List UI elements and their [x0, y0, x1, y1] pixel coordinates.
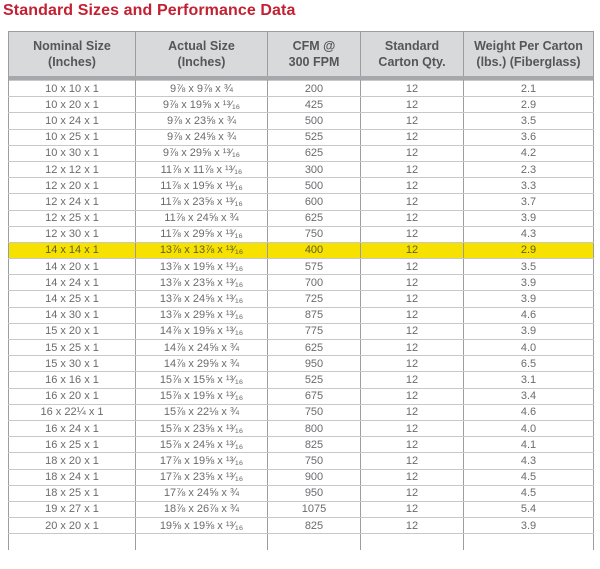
- table-cell: 4.0: [464, 340, 594, 356]
- header-actual-size-line1: Actual Size: [168, 38, 235, 53]
- table-cell: 12: [361, 242, 464, 258]
- table-cell: 14⅞ x 24⅝ x ¾: [136, 340, 268, 356]
- table-row: [9, 518, 594, 534]
- header-row: [9, 32, 594, 76]
- table-cell: 12: [361, 420, 464, 436]
- table-cell: 400: [268, 242, 361, 258]
- header-nominal-size-line2: (Inches): [48, 54, 96, 69]
- table-row: [9, 226, 594, 242]
- table-cell: 800: [268, 420, 361, 436]
- table-cell: 12: [361, 129, 464, 145]
- table-cell: 6.5: [464, 356, 594, 372]
- table-cell: 15⅞ x 15⅝ x ¹³⁄₁₆: [136, 372, 268, 388]
- table-cell: 4.2: [464, 145, 594, 161]
- table-cell: 2.1: [464, 81, 594, 97]
- table-row: [9, 145, 594, 161]
- table-cell: 200: [268, 81, 361, 97]
- table-cell: 12: [361, 226, 464, 242]
- table-row: [9, 307, 594, 323]
- table-cell: 11⅞ x 23⅝ x ¹³⁄₁₆: [136, 194, 268, 210]
- table-row: [9, 210, 594, 226]
- header-cfm-line2: 300 FPM: [288, 54, 340, 69]
- table-row: [9, 340, 594, 356]
- table-row: [9, 388, 594, 404]
- table-cell: 750: [268, 226, 361, 242]
- table-cell: 950: [268, 356, 361, 372]
- table-cell: 825: [268, 518, 361, 534]
- table-cell: 15 x 20 x 1: [9, 323, 136, 339]
- table-cell: 12: [361, 81, 464, 97]
- table-cell: 12: [361, 145, 464, 161]
- header-carton-qty: [361, 32, 464, 76]
- table-cell: 875: [268, 307, 361, 323]
- table-cell: 11⅞ x 11⅞ x ¹³⁄₁₆: [136, 161, 268, 177]
- table-cell: 12: [361, 340, 464, 356]
- table-cell: 12: [361, 388, 464, 404]
- table-cell: 11⅞ x 24⅝ x ¾: [136, 210, 268, 226]
- table-cell: 500: [268, 178, 361, 194]
- table-cell: 12: [361, 469, 464, 485]
- table-cell: 575: [268, 259, 361, 275]
- header-carton-qty-line1: Standard: [384, 38, 440, 53]
- table-row: [9, 404, 594, 420]
- table-cell: 775: [268, 323, 361, 339]
- table-cell: 16 x 20 x 1: [9, 388, 136, 404]
- table-cell: 14 x 25 x 1: [9, 291, 136, 307]
- header-cfm: [268, 32, 361, 76]
- table-cell: 18⅞ x 26⅞ x ¾: [136, 501, 268, 517]
- table-header: [9, 32, 594, 81]
- table-cell: 12 x 12 x 1: [9, 161, 136, 177]
- table-row: [9, 194, 594, 210]
- table-row: [9, 242, 594, 258]
- table-cell: 12: [361, 194, 464, 210]
- table-cell: 9⅞ x 29⅝ x ¹³⁄₁₆: [136, 145, 268, 161]
- table-cell: 17⅞ x 23⅝ x ¹³⁄₁₆: [136, 469, 268, 485]
- table-cell: 4.6: [464, 307, 594, 323]
- header-weight-line2: (lbs.) (Fiberglass): [476, 54, 581, 69]
- table-cell: 625: [268, 145, 361, 161]
- table-cell: 13⅞ x 24⅝ x ¹³⁄₁₆: [136, 291, 268, 307]
- table-cell: 4.5: [464, 469, 594, 485]
- table-row: [9, 259, 594, 275]
- table-cell: 300: [268, 161, 361, 177]
- table-cell: 14 x 30 x 1: [9, 307, 136, 323]
- table-cell: 15⅞ x 23⅝ x ¹³⁄₁₆: [136, 420, 268, 436]
- table-cell: 15⅞ x 24⅝ x ¹³⁄₁₆: [136, 437, 268, 453]
- table-cell: 3.9: [464, 291, 594, 307]
- table-cell: 4.1: [464, 437, 594, 453]
- table-body: [9, 81, 594, 534]
- table-cell: 10 x 24 x 1: [9, 113, 136, 129]
- table-cell: 2.9: [464, 97, 594, 113]
- table-cell: 1075: [268, 501, 361, 517]
- table-row: [9, 291, 594, 307]
- table-cell: 10 x 25 x 1: [9, 129, 136, 145]
- table-cell: 12: [361, 275, 464, 291]
- table-cell: 4.5: [464, 485, 594, 501]
- table-cell: 12: [361, 437, 464, 453]
- table-row: [9, 81, 594, 97]
- header-weight-line1: Weight Per Carton: [474, 38, 583, 53]
- table-cell: 12 x 30 x 1: [9, 226, 136, 242]
- table-cell: 700: [268, 275, 361, 291]
- table-cell: 17⅞ x 19⅝ x ¹³⁄₁₆: [136, 453, 268, 469]
- table-cell: 15⅞ x 22⅛ x ¾: [136, 404, 268, 420]
- table-row: [9, 485, 594, 501]
- table-cell: 12: [361, 307, 464, 323]
- table-cell: 10 x 30 x 1: [9, 145, 136, 161]
- table-row: [9, 420, 594, 436]
- table-cell: 500: [268, 113, 361, 129]
- table-cell: 600: [268, 194, 361, 210]
- header-actual-size-line2: (Inches): [177, 54, 226, 69]
- table-cell: 16 x 25 x 1: [9, 437, 136, 453]
- table-row: [9, 501, 594, 517]
- table-cell: 3.4: [464, 388, 594, 404]
- table-cell: 14 x 14 x 1: [9, 242, 136, 258]
- table-cell: 4.3: [464, 226, 594, 242]
- table-cell: 3.9: [464, 518, 594, 534]
- table-cell: 12: [361, 161, 464, 177]
- table-row: [9, 323, 594, 339]
- table-cell: 12: [361, 291, 464, 307]
- header-nominal-size: [9, 32, 136, 76]
- table-cell: 12: [361, 356, 464, 372]
- table-cell: 17⅞ x 24⅝ x ¾: [136, 485, 268, 501]
- table-cell: 2.3: [464, 161, 594, 177]
- table-cell: 750: [268, 453, 361, 469]
- table-row: [9, 161, 594, 177]
- table-cell: 625: [268, 340, 361, 356]
- table-cell: 4.0: [464, 420, 594, 436]
- table-cell: 9⅞ x 9⅞ x ¾: [136, 81, 268, 97]
- table-row: [9, 469, 594, 485]
- table-cell: 3.9: [464, 275, 594, 291]
- table-cell: 12: [361, 518, 464, 534]
- table-cell: 3.6: [464, 129, 594, 145]
- table-cell: 12: [361, 404, 464, 420]
- table-cell: 16 x 24 x 1: [9, 420, 136, 436]
- table-cell: 14⅞ x 19⅝ x ¹³⁄₁₆: [136, 323, 268, 339]
- table-cell: 4.6: [464, 404, 594, 420]
- table-row: [9, 356, 594, 372]
- table-cell: 12: [361, 485, 464, 501]
- header-cfm-line1: CFM @: [292, 38, 336, 53]
- table-cell: 3.1: [464, 372, 594, 388]
- table-cell: 425: [268, 97, 361, 113]
- table-row: [9, 113, 594, 129]
- table-cell: 11⅞ x 19⅝ x ¹³⁄₁₆: [136, 178, 268, 194]
- header-carton-qty-line2: Carton Qty.: [378, 54, 446, 69]
- header-nominal-size-line1: Nominal Size: [33, 38, 111, 53]
- table-cell: 19 x 27 x 1: [9, 501, 136, 517]
- table-cell: 11⅞ x 29⅝ x ¹³⁄₁₆: [136, 226, 268, 242]
- table-cell: 3.3: [464, 178, 594, 194]
- table-cell: 10 x 20 x 1: [9, 97, 136, 113]
- table-cell: 9⅞ x 24⅝ x ¾: [136, 129, 268, 145]
- table-row: [9, 437, 594, 453]
- table-cell: 15⅞ x 19⅝ x ¹³⁄₁₆: [136, 388, 268, 404]
- table-cell: 12 x 24 x 1: [9, 194, 136, 210]
- table-row: [9, 178, 594, 194]
- table-cell: 3.9: [464, 210, 594, 226]
- table-cell: 950: [268, 485, 361, 501]
- table-cell: 12: [361, 210, 464, 226]
- table-cell: 825: [268, 437, 361, 453]
- table-cell: 14 x 24 x 1: [9, 275, 136, 291]
- table-cell: 900: [268, 469, 361, 485]
- table-cell: 9⅞ x 19⅝ x ¹³⁄₁₆: [136, 97, 268, 113]
- table-cell: 12: [361, 453, 464, 469]
- table-cell: 13⅞ x 13⅞ x ¹³⁄₁₆: [136, 242, 268, 258]
- table-cell: 12 x 20 x 1: [9, 178, 136, 194]
- table-cell: 12 x 25 x 1: [9, 210, 136, 226]
- table-row: [9, 372, 594, 388]
- table-cell: 12: [361, 501, 464, 517]
- table-cell: 3.7: [464, 194, 594, 210]
- table-cell: 750: [268, 404, 361, 420]
- table-cell: 18 x 20 x 1: [9, 453, 136, 469]
- table-cell: 16 x 22¼ x 1: [9, 404, 136, 420]
- header-weight: [464, 32, 594, 76]
- table-cell: 10 x 10 x 1: [9, 81, 136, 97]
- table-cell: 2.9: [464, 242, 594, 258]
- page-title: Standard Sizes and Performance Data: [3, 2, 296, 19]
- sizes-performance-table: [8, 31, 594, 550]
- table-cell: 12: [361, 259, 464, 275]
- table-cell: 525: [268, 372, 361, 388]
- table-cell: 3.5: [464, 113, 594, 129]
- table-cell: 15 x 25 x 1: [9, 340, 136, 356]
- table-row: [9, 453, 594, 469]
- table-cell: 9⅞ x 23⅝ x ¾: [136, 113, 268, 129]
- table-cell: 14 x 20 x 1: [9, 259, 136, 275]
- table-cell: 725: [268, 291, 361, 307]
- table-cell: 13⅞ x 29⅝ x ¹³⁄₁₆: [136, 307, 268, 323]
- table-cell: 4.3: [464, 453, 594, 469]
- table-cell: 15 x 30 x 1: [9, 356, 136, 372]
- table-cell: 3.9: [464, 323, 594, 339]
- table-cell: 675: [268, 388, 361, 404]
- table-cell: 20 x 20 x 1: [9, 518, 136, 534]
- partial-bottom-row: [9, 534, 594, 550]
- table-row: [9, 275, 594, 291]
- table-cell: 12: [361, 178, 464, 194]
- table-cell: 12: [361, 97, 464, 113]
- table-cell: 16 x 16 x 1: [9, 372, 136, 388]
- table-cell: 5.4: [464, 501, 594, 517]
- table-cell: 13⅞ x 23⅝ x ¹³⁄₁₆: [136, 275, 268, 291]
- table-foot: [9, 534, 594, 550]
- table-cell: 19⅝ x 19⅝ x ¹³⁄₁₆: [136, 518, 268, 534]
- table-row: [9, 97, 594, 113]
- table-cell: 14⅞ x 29⅝ x ¾: [136, 356, 268, 372]
- table-cell: 12: [361, 372, 464, 388]
- header-actual-size: [136, 32, 268, 76]
- table-cell: 12: [361, 323, 464, 339]
- table-cell: 13⅞ x 19⅝ x ¹³⁄₁₆: [136, 259, 268, 275]
- table-cell: 18 x 24 x 1: [9, 469, 136, 485]
- table-cell: 3.5: [464, 259, 594, 275]
- table-cell: 12: [361, 113, 464, 129]
- table-cell: 625: [268, 210, 361, 226]
- table-cell: 525: [268, 129, 361, 145]
- table-row: [9, 129, 594, 145]
- table-cell: 18 x 25 x 1: [9, 485, 136, 501]
